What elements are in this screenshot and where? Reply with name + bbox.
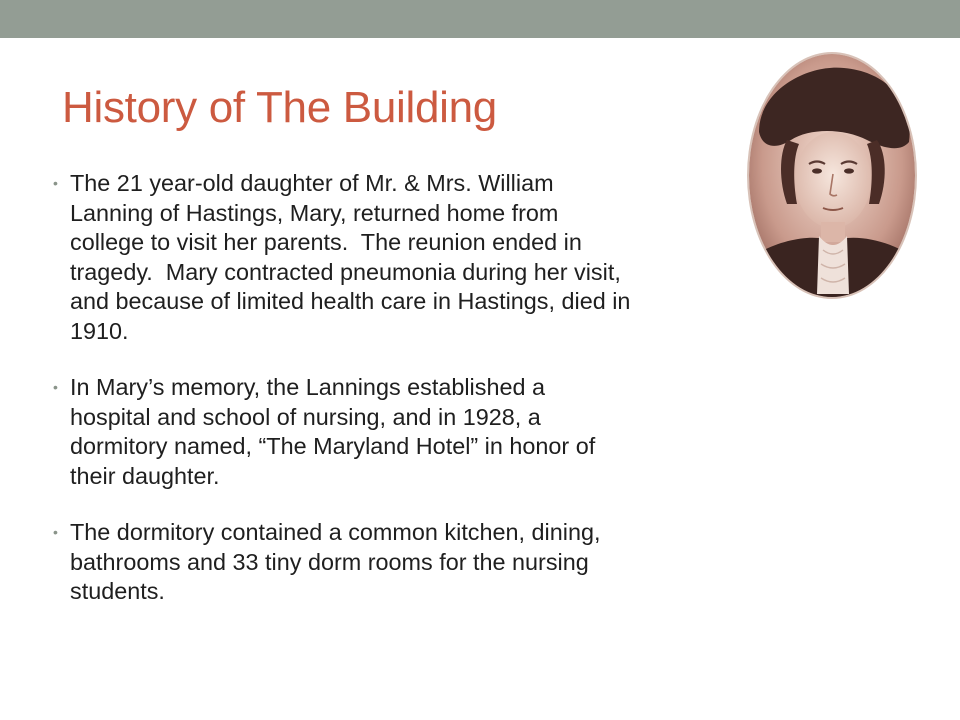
portrait-icon	[749, 54, 915, 297]
bullet-item	[50, 169, 790, 346]
slide-title: History of The Building	[62, 83, 497, 132]
bullet-line: In Mary’s memory, the Lannings established a	[70, 374, 545, 400]
bullet-line: college to visit her parents. The reunion ended in	[70, 229, 582, 255]
face-shape	[795, 132, 871, 228]
bullet-icon: •	[53, 175, 58, 191]
bullet-icon: •	[53, 379, 58, 395]
bullet-item	[50, 373, 790, 491]
bullet-line: and because of limited health care in Hastings, died in	[70, 288, 631, 314]
bullet-line: tragedy. Mary contracted pneumonia during her visit,	[70, 258, 621, 285]
bullet-item	[50, 518, 790, 607]
slide-top-bar	[0, 0, 960, 38]
bullet-line: dormitory named, “The Maryland Hotel” in honor of	[70, 433, 596, 459]
bullet-line: The dormitory contained a common kitchen, dining,	[70, 519, 601, 545]
bullet-line: students.	[70, 578, 165, 604]
eye-left	[812, 168, 822, 173]
bullet-line: their daughter.	[70, 462, 220, 489]
bullet-icon: •	[53, 524, 58, 540]
eye-right	[844, 168, 854, 173]
portrait-photo	[749, 54, 915, 297]
bullet-line: Lanning of Hastings, Mary, returned home from	[70, 199, 559, 226]
bullet-line: The 21 year-old daughter of Mr. & Mrs. William	[70, 170, 554, 196]
bullet-list	[50, 169, 790, 634]
bullet-line: bathrooms and 33 tiny dorm rooms for the nursing	[70, 548, 589, 575]
bullet-line: 1910.	[70, 317, 129, 344]
bullet-line: hospital and school of nursing, and in 1928, a	[70, 403, 541, 430]
neck-shape	[821, 222, 845, 242]
